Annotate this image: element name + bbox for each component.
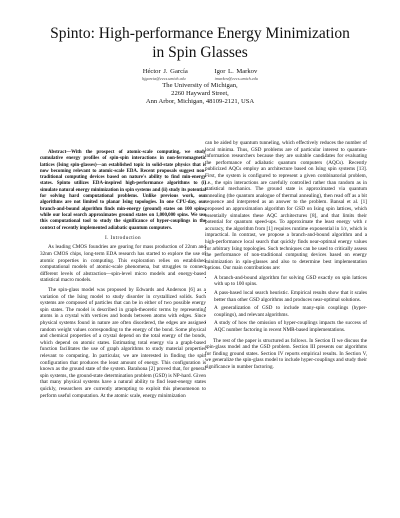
paragraph: The rest of the paper is structured as follows. In Section II we discuss the spin-glass model and the GSD problem. Section III presents our algorithms for finding ground states. Section IV reports empirical results. In Section V, we generalize the spin-glass model to include hyper-couplings and study their significance in number factoring. — [205, 337, 367, 370]
author-name: Igor L. Markov — [214, 68, 258, 75]
paper-title — [0, 24, 400, 62]
right-column — [205, 140, 367, 374]
author-email: hjgarcia@eecs.umich.edu — [142, 76, 186, 81]
affiliation-line: 2260 Hayward Street, — [171, 90, 229, 98]
paragraph: can be aided by quantum tunneling, which effectively reduces the number of local minima. Thus, GSD problems are of particular interest to quantum-information researchers because they are suitable candidates for evaluating the performance of adiabatic quantum computers (AQCs). Recently publicized AQCs employ an architecture based on Ising spin systems [13]. First, the system is configured to represent a given combinatorial problem, i.e., the spin interactions are carefully controlled rather than random as in statistical mechanics. The ground state is approximated via quantum annealing (the quantum analogue of thermal annealing), then read off as a bit sequence and interpreted as an answer to the problem. Bansal et al. [1] proposed an approximation algorithm for GSD on Ising spin lattices, which essentially simulates these AQC architectures [8], and that limits their potential for quantum speed-ups. To approximate the least energy with ε accuracy, the algorithm from [1] requires runtime exponential in 1/ε, which is impractical. In contrast, we propose a branch-and-bound algorithm and a high-performance local search that quickly finds near-optimal energy values for arbitrary Ising topologies. Such techniques can be used to critically assess the performance of non-traditional computing devices based on energy minimization in spin-glasses and also to determine best implementation options. Our main contributions are: — [205, 140, 367, 272]
list-item: • A branch-and-bound algorithm for solving GSD exactly on spin lattices with up to 100 spins. — [214, 275, 367, 288]
title-line-2: in Spin Glasses — [152, 44, 248, 61]
affiliation — [0, 82, 400, 107]
affiliation-line: The University of Michigan, — [162, 82, 238, 89]
author-block — [0, 68, 400, 107]
author-email: imarkov@eecs.umich.edu — [214, 76, 258, 81]
author-names — [0, 68, 400, 76]
abstract: Abstract—With the prospect of atomic-scale computing, we study cumulative energy profiles of spin-spin interactions in non-ferromagnetic lattices (Ising spin-glasses)—an established topic in solid-state physics that is now becoming relevant to atomic-scale EDA. Recent proposals suggest non-traditional computing devices based on nature's ability to find min-energy states. Spinto utilizes EDA-inspired high-performance algorithms to (i) simulate natural energy minimization in spin systems and (ii) study its potential for solving hard computational problems. Unlike previous work, our algorithms are not limited to planar Ising topologies. In one CPU-day, our branch-and-bound algorithm finds min-energy (ground) states on 100 spins, while our local search approximates ground states on 1,000,000 spins. We use this computational tool to study the significance of hyper-couplings in the context of recently implemented adiabatic quantum computers. — [40, 150, 206, 231]
paragraph: The spin-glass model was proposed by Edwards and Anderson [6] as a variation of the Ising model to study disorder in crystallized solids. Such systems are composed of particles that can be in either of two possible energy spin states. The model is described in graph-theoretic terms by representing atoms in a crystal with vertices and bonds between atoms with edges. Since physical systems found in nature are often disordered, the edges are assigned random weight values corresponding to the energy of the bond. Some physical and chemical properties of a crystal depend on the total energy of the bonds, which depend on atomic states. Estimating total energy via a graph-based function facilitates the use of graph algorithms to study material properties relevant to computing. In particular, we are interested in finding the spin configuration that produces the least amount of energy. This configuration is known as the ground state of the system. Barahona [2] proved that, for general spin systems, the ground-state determination problem (GSD) is NP-hard. Given that many physical systems have a natural ability to find least-energy states quickly, researchers are currently attempting to exploit this phenomenon to perform useful computation. At the atomic scale, energy minimization — [40, 287, 206, 399]
title-line-1: Spinto: High-performance Energy Minimization — [50, 25, 350, 42]
left-column — [40, 150, 206, 402]
list-item: • A study of how the omission of hyper-couplings impacts the success of AQC number factoring in recent NMR-based implementations. — [214, 320, 367, 333]
list-item: • A generalization of GSD to include many-spin couplings (hyper-couplings), and relevant algorithms. — [214, 305, 367, 318]
affiliation-line: Ann Arbor, Michigan, 48109-2121, USA — [145, 98, 255, 106]
paragraph: As leading CMOS foundries are gearing for mass production of 22nm and 32nm CMOS chips, long-term EDA research has started to explore the use of atomic properties in computing. This exploration relies on established computational models of atomic-scale phenomena, but struggles to connect different levels of abstraction—spin-level micro models and energy-based statistical macro models. — [40, 244, 206, 284]
contributions-list — [205, 275, 367, 334]
section-heading: I. Introduction — [105, 234, 141, 241]
author-name: Héctor J. García — [142, 68, 188, 75]
list-item: • A pass-based local search heuristic. Empirical results show that it scales better than other GSD algorithms and produces near-optimal solutions. — [214, 290, 367, 303]
